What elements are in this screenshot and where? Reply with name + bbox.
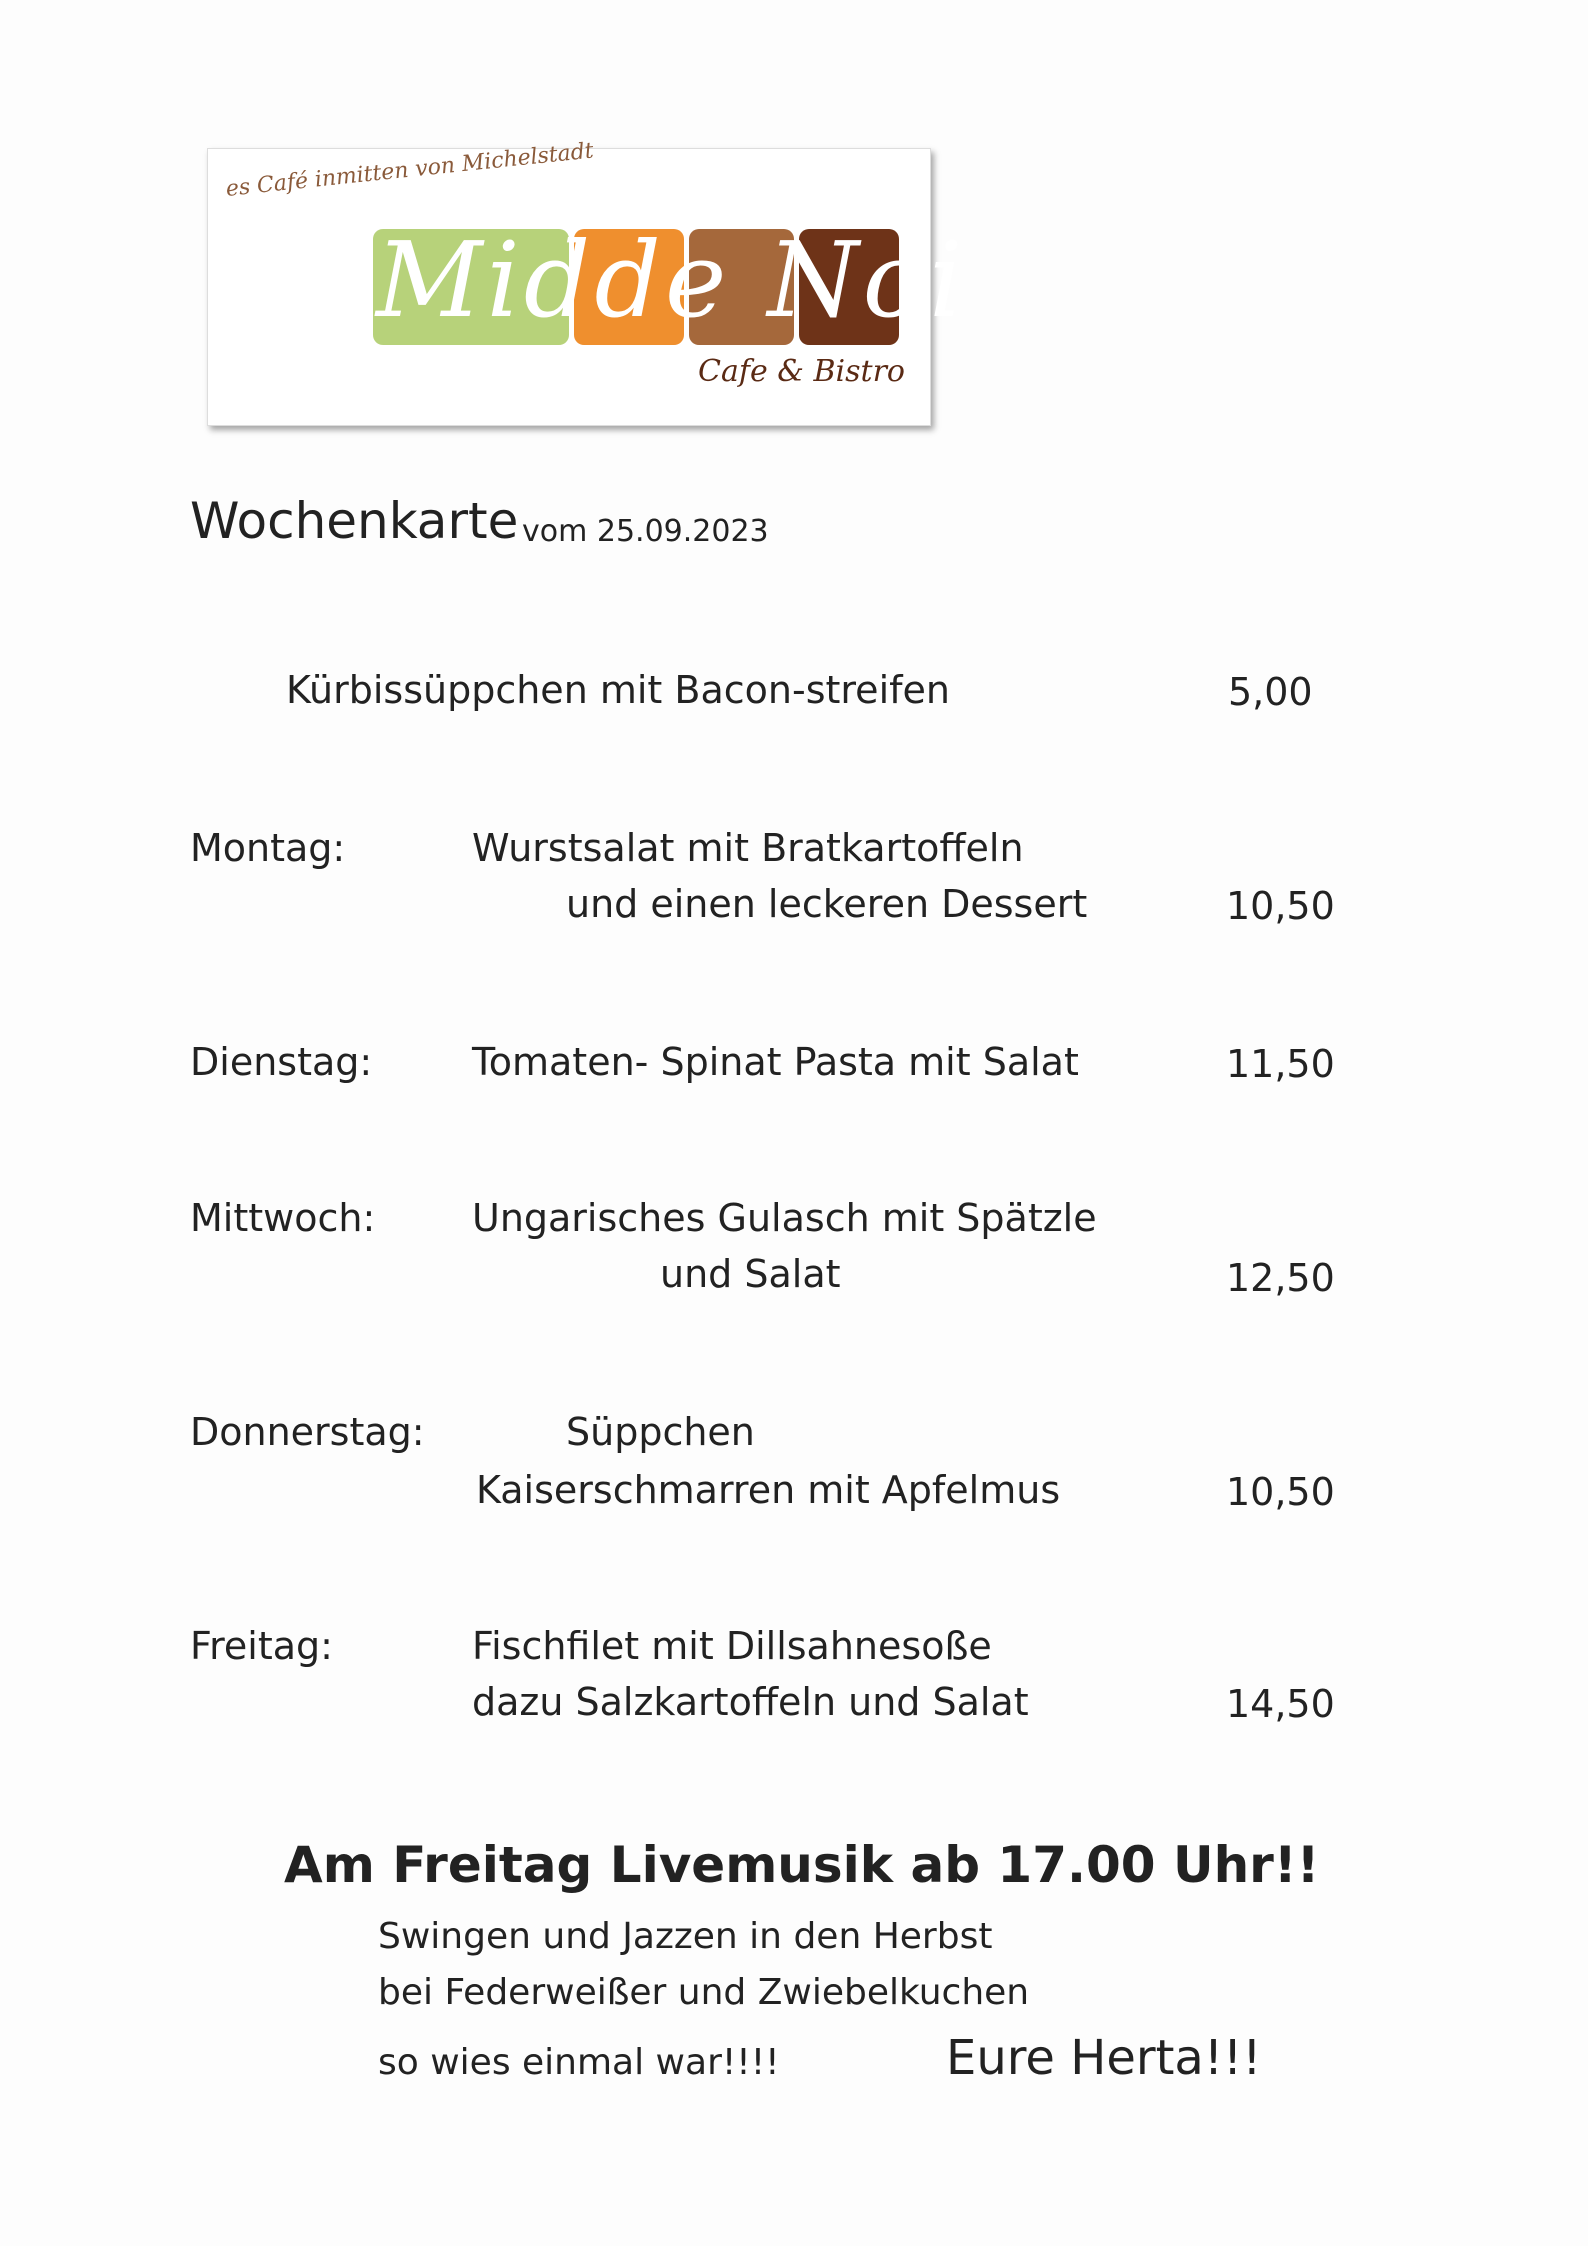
day-label-mittwoch: Mittwoch: bbox=[190, 1196, 376, 1240]
dish-line-1: Ungarisches Gulasch mit Spätzle bbox=[472, 1196, 1097, 1240]
logo-subtitle: Cafe & Bistro bbox=[698, 354, 905, 389]
day-label-donnerstag: Donnerstag: bbox=[190, 1410, 425, 1454]
dish-price: 10,50 bbox=[1226, 1470, 1335, 1514]
soup-dish: Kürbissüppchen mit Bacon-streifen bbox=[286, 668, 950, 712]
dish-line-1: Wurstsalat mit Bratkartoffeln bbox=[472, 826, 1024, 870]
dish-line-2: Kaiserschmarren mit Apfelmus bbox=[476, 1468, 1061, 1512]
soup-price: 5,00 bbox=[1228, 670, 1313, 714]
dish-line-2: und Salat bbox=[660, 1252, 841, 1296]
announcement-line-2: bei Federweißer und Zwiebelkuchen bbox=[378, 1972, 1030, 2013]
signature: Eure Herta!!! bbox=[946, 2030, 1262, 2086]
page-title: Wochenkarte bbox=[190, 492, 519, 550]
dish-line-1: Fischfilet mit Dillsahnesoße bbox=[472, 1624, 992, 1668]
dish-price: 10,50 bbox=[1226, 884, 1335, 928]
dish-line-1: Tomaten- Spinat Pasta mit Salat bbox=[472, 1040, 1079, 1084]
logo-wordmark: Midde Noi bbox=[376, 219, 967, 341]
dish-line-2: dazu Salzkartoffeln und Salat bbox=[472, 1680, 1029, 1724]
dish-line-1: Süppchen bbox=[566, 1410, 755, 1454]
dish-price: 11,50 bbox=[1226, 1042, 1335, 1086]
logo-tagline: es Café inmitten von Michelstadt bbox=[224, 138, 595, 202]
dish-line-2: und einen leckeren Dessert bbox=[566, 882, 1088, 926]
day-label-dienstag: Dienstag: bbox=[190, 1040, 373, 1084]
announcement-line-3: so wies einmal war!!!! bbox=[378, 2042, 780, 2083]
live-music-headline: Am Freitag Livemusik ab 17.00 Uhr!! bbox=[284, 1836, 1320, 1894]
day-label-freitag: Freitag: bbox=[190, 1624, 333, 1668]
dish-price: 14,50 bbox=[1226, 1682, 1335, 1726]
menu-date: vom 25.09.2023 bbox=[522, 514, 769, 549]
announcement-line-1: Swingen und Jazzen in den Herbst bbox=[378, 1916, 993, 1957]
cafe-logo bbox=[207, 138, 967, 426]
day-label-montag: Montag: bbox=[190, 826, 346, 870]
dish-price: 12,50 bbox=[1226, 1256, 1335, 1300]
